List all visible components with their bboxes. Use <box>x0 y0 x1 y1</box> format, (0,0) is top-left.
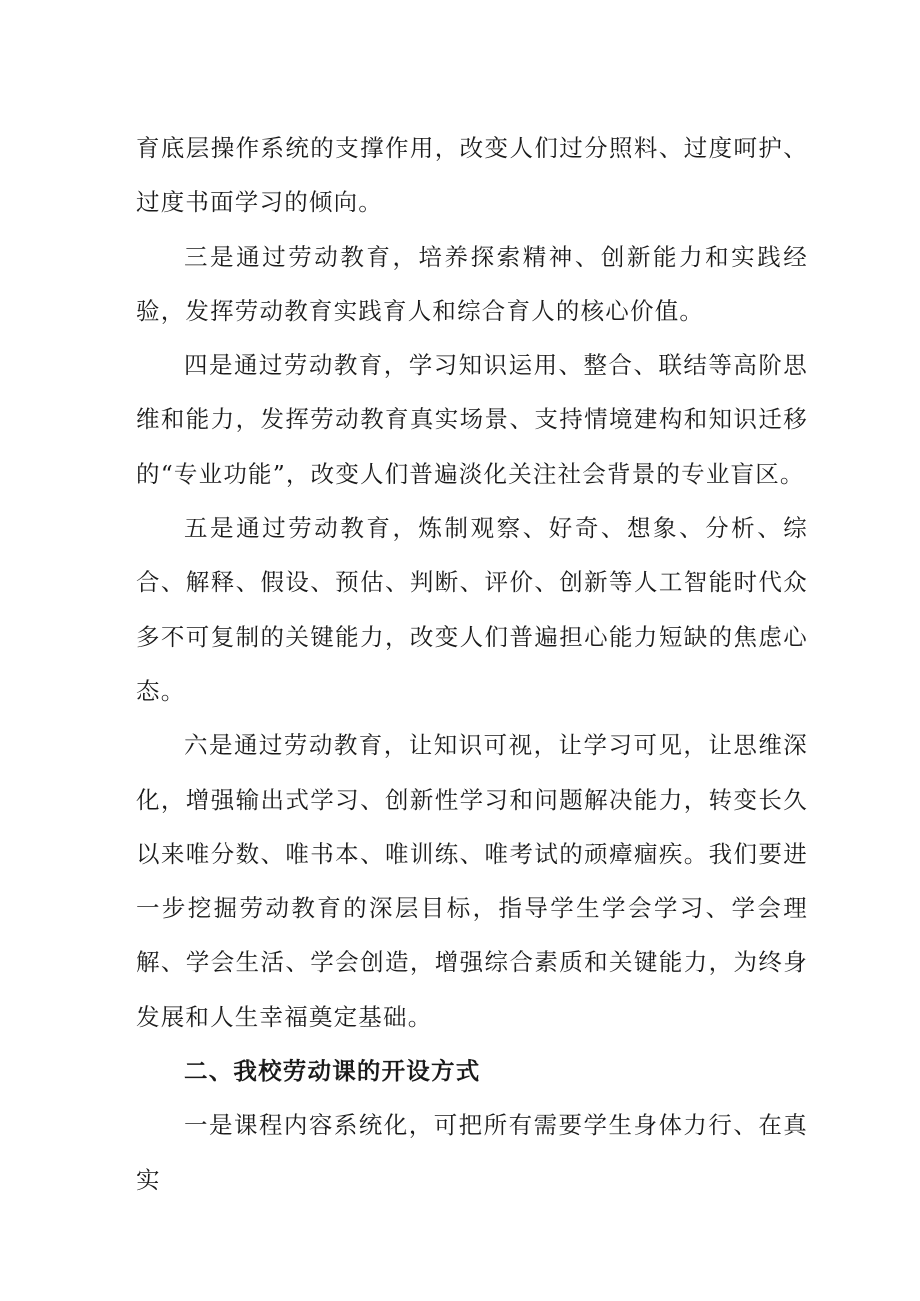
paragraph-1: 育底层操作系统的支撑作用，改变人们过分照料、过度呵护、过度书面学习的倾向。 <box>136 134 808 217</box>
paragraph-2: 三是通过劳动教育，培养探索精神、创新能力和实践经验，发挥劳动教育实践育人和综合育人的核心价值。 <box>136 242 808 325</box>
paragraph-3: 四是通过劳动教育，学习知识运用、整合、联结等高阶思维和能力，发挥劳动教育真实场景、支持情境建构和知识迁移的“专业功能”，改变人们普遍淡化关注社会背景的专业盲区。 <box>136 351 808 488</box>
document-body <box>136 121 808 1207</box>
paragraph-4: 五是通过劳动教育，炼制观察、好奇、想象、分析、综合、解释、假设、预估、判断、评价、创新等人工智能时代众多不可复制的关键能力，改变人们普遍担心能力短缺的焦虑心态。 <box>136 514 808 705</box>
section-heading: 二、我校劳动课的开设方式 <box>184 1057 481 1086</box>
paragraph-6: 一是课程内容系统化，可把所有需要学生身体力行、在真实 <box>136 1111 808 1194</box>
paragraph-5: 六是通过劳动教育，让知识可视，让学习可见，让思维深化，增强输出式学习、创新性学习和问题解决能力，转变长久以来唯分数、唯书本、唯训练、唯考试的顽瘴痼疾。我们要进一步挖掘劳动教育的深层目标，指导学生学会学习、学会理解、学会生活、学会创造，增强综合素质和关键能力，为终身发展和人生幸福奠定基础。 <box>136 731 808 1031</box>
